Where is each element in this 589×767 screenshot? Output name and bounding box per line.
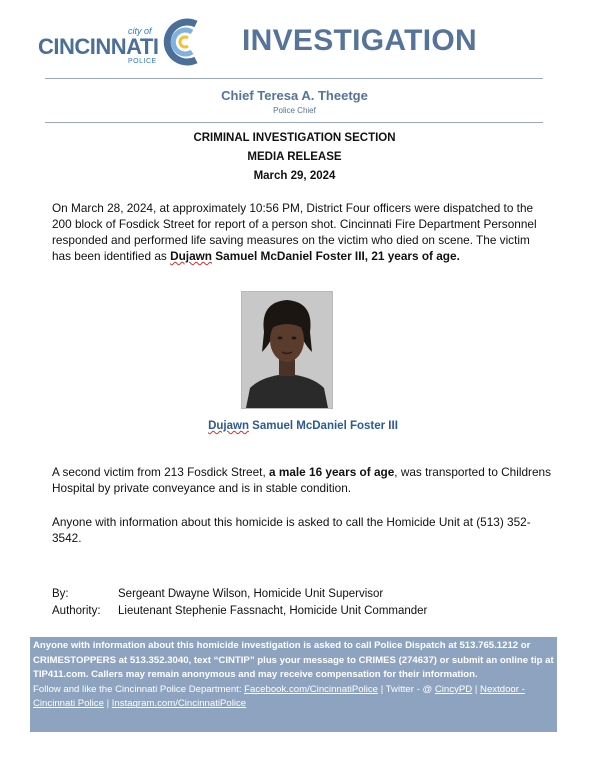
contact-paragraph: Anyone with information about this homicide is asked to call the Homicide Unit at (513) 352-3542. bbox=[52, 515, 531, 545]
photo-caption bbox=[0, 420, 589, 432]
chief-title: Police Chief bbox=[273, 106, 316, 115]
incident-text: On March 28, 2024, at approximately 10:56 PM, District Four officers were dispatched to the 200 block of Fosdick Street for report of a person shot. Cincinnati Fire Department Personnel responded and performed life saving measures on the victim who died on scene. The victim has been identified as bbox=[52, 201, 537, 263]
page-headline: INVESTIGATION bbox=[242, 24, 478, 57]
footer-sep-2: | bbox=[472, 683, 481, 695]
facebook-link[interactable]: Facebook.com/CincinnatiPolice bbox=[244, 683, 379, 695]
footer-sep-3: | bbox=[103, 698, 112, 710]
header-divider bbox=[45, 78, 543, 79]
release-date: March 29, 2024 bbox=[253, 170, 336, 182]
signature-authority bbox=[52, 605, 427, 617]
section-heading: CRIMINAL INVESTIGATION SECTION bbox=[193, 132, 396, 144]
victim-portrait-image bbox=[242, 292, 332, 408]
second-victim-paragraph bbox=[52, 464, 552, 496]
logo-cityof-text: city of bbox=[128, 26, 152, 36]
cincinnati-police-logo bbox=[38, 14, 213, 74]
footer-tip-text: Anyone with information about this homicide investigation is asked to call Police Dispatch at 513.765.1212 or CRIMESTOPPERS at 513.352.3040, text “CINTIP” plus your message to CRIMES (274637) or submit an online tip at TIP411.com. Callers may remain anonymous and may receive compensation for their information. bbox=[33, 640, 554, 681]
signature-authority-label: Authority: bbox=[52, 605, 101, 617]
footer-sep-1: | Twitter - @ bbox=[378, 683, 435, 695]
release-type: MEDIA RELEASE bbox=[247, 151, 342, 163]
instagram-link[interactable]: Instagram.com/CincinnatiPolice bbox=[111, 698, 247, 710]
caption-name-rest: Samuel McDaniel Foster III bbox=[248, 420, 398, 432]
logo-police-text: POLICE bbox=[128, 58, 157, 65]
logo-city-name: CINCINNATI bbox=[38, 34, 159, 59]
signature-by-value: Sergeant Dwayne Wilson, Homicide Unit Supervisor bbox=[118, 588, 384, 600]
caption-first-name: Dujawn bbox=[208, 420, 249, 432]
signature-by-label: By: bbox=[52, 588, 69, 600]
chief-name: Chief Teresa A. Theetge bbox=[221, 88, 368, 103]
second-victim-start: A second victim from 213 Fosdick Street, bbox=[52, 465, 270, 479]
victim-first-name: Dujawn bbox=[170, 249, 213, 263]
victim-photo bbox=[241, 291, 333, 409]
second-victim-bold: a male 16 years of age bbox=[269, 465, 395, 479]
second-victim-end: , was transported to Childrens Hospital by private conveyance and is in stable condition. bbox=[52, 465, 551, 495]
twitter-link[interactable]: CincyPD bbox=[434, 683, 473, 695]
signature-by bbox=[52, 588, 383, 600]
signature-authority-value: Lieutenant Stephenie Fassnacht, Homicide Unit Commander bbox=[118, 605, 428, 617]
footer-social-line bbox=[33, 683, 554, 712]
tip-footer bbox=[30, 637, 557, 732]
nextdoor-link[interactable]: Nextdoor - Cincinnati Police bbox=[33, 683, 525, 710]
incident-paragraph bbox=[52, 200, 552, 264]
victim-name-rest: Samuel McDaniel Foster III, 21 years of age. bbox=[212, 249, 460, 263]
footer-follow-prefix: Follow and like the Cincinnati Police Department: bbox=[33, 683, 245, 695]
logo-c-mark-icon bbox=[158, 16, 208, 68]
chief-divider bbox=[45, 122, 543, 123]
